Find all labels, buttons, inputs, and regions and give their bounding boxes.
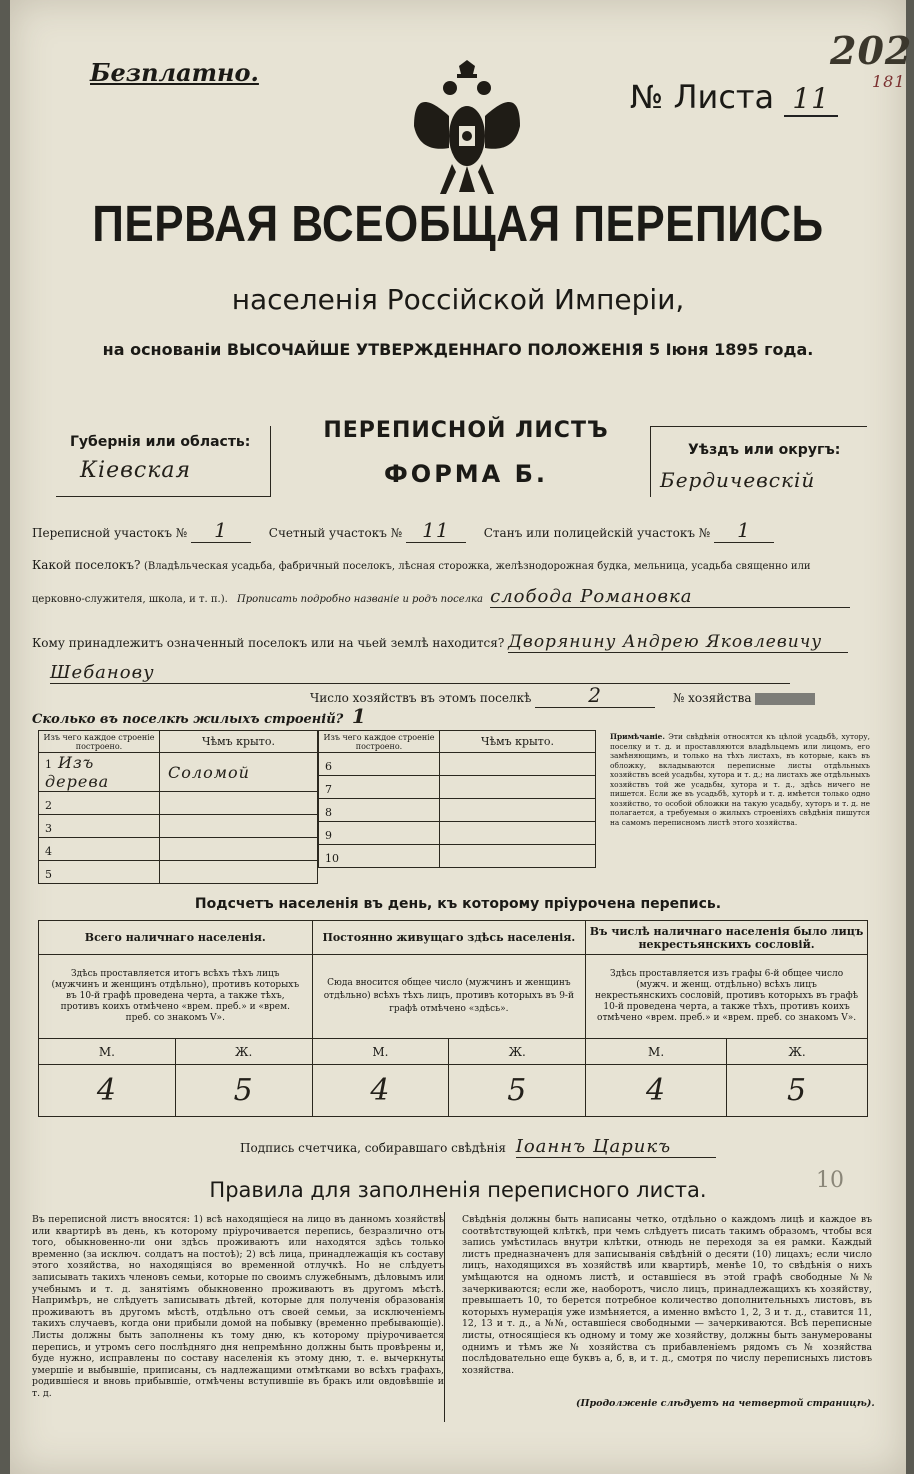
margin-digit: 10 xyxy=(816,1168,844,1193)
building-material-cell xyxy=(319,845,440,868)
sheet-number-label xyxy=(630,78,838,116)
col-material-header-2: Изъ чего каждое строеніе построено. xyxy=(319,731,440,753)
building-row xyxy=(319,822,596,845)
province-label: Губернія или область: xyxy=(70,434,251,450)
building-row xyxy=(319,776,596,799)
stamp-number: 202 xyxy=(830,28,913,73)
stamp-number-secondary: 181 xyxy=(872,72,906,91)
building-material-cell xyxy=(39,861,160,884)
f-header-3: Ж. xyxy=(727,1039,868,1065)
form-name: ФОРМА Б. xyxy=(383,460,548,488)
signature-value: Іоаннъ Царикъ xyxy=(516,1136,716,1158)
province-value: Кіевская xyxy=(80,458,192,483)
col3-desc: Здѣсь проставляется изъ графы 6-й общее число (мужч. и женщ. отдѣльно) всѣхъ лицъ некрестьянскихъ сословій, противъ которыхъ въ графѣ 10-й проведена черта, а также тѣхъ, противъ коихъ отмѣчено «врем. преб.» и «врем. преб. со знакомъ V». xyxy=(586,955,868,1039)
district-fields xyxy=(32,518,892,543)
building-row xyxy=(319,799,596,822)
counting-district-label: Счетный участокъ № xyxy=(268,526,403,540)
households-label: Число хозяйствъ въ этомъ поселкѣ xyxy=(310,691,532,705)
form-header-frame xyxy=(48,412,866,502)
building-roof-value xyxy=(160,838,318,861)
total-m-value: 4 xyxy=(39,1065,176,1117)
building-row-number: 1 xyxy=(45,758,52,771)
building-material-cell xyxy=(39,838,160,861)
settlement-line xyxy=(32,586,892,608)
counting-district-value: 11 xyxy=(406,518,466,543)
col2-desc: Сюда вносится общее число (мужчинъ и женщинъ отдѣльно) всѣхъ тѣхъ лицъ, противъ которыхъ въ 9-й графѣ отмѣчено «здѣсь». xyxy=(312,955,586,1039)
buildings-line xyxy=(32,704,367,728)
building-row-number: 7 xyxy=(325,782,332,796)
buildings-table-right xyxy=(318,730,596,868)
building-row-number: 8 xyxy=(325,805,332,819)
building-roof-value xyxy=(160,815,318,838)
building-material-cell xyxy=(39,815,160,838)
settlement-hint: (Владѣльческая усадьба, фабричный поселокъ, лѣсная сторожка, желѣзнодорожная будка, мельница, усадьба священно или xyxy=(143,561,811,572)
building-roof-value xyxy=(440,753,596,776)
building-material-cell xyxy=(319,799,440,822)
building-row-number: 2 xyxy=(45,798,52,812)
rules-left: Въ переписной листъ вносятся: 1) всѣ находящіеся на лицо въ данномъ хозяйствѣ или квартирѣ въ день, къ которому пріурочивается перепись, безразлично отъ того, обыкновенно-ли они здѣсь проживаютъ или находятся здѣсь только временно (за исключ. солдатъ на постоѣ); 2) всѣ лица, принадлежащія къ составу этого хозяйства, но находящіяся во временной отлучкѣ. Но не слѣдуетъ записывать такихъ членовъ семьи, которые по своимъ служебнымъ, дѣловымъ или учебнымъ и т. д. занятіямъ обыкновенно проживаютъ въ другомъ мѣстѣ. Напримѣръ, не слѣдуетъ записывать дѣтей, которые для полученія образованія проживаютъ въ другомъ мѣстѣ, отдѣльно отъ своей семьи, за исключеніемъ такихъ случаевъ, когда они прибыли домой на побывку (временно пребывающіе). Листы должны быть заполнены къ тому дню, къ которому пріурочивается перепись, и утромъ сего послѣдняго дня непремѣнно должны быть провѣрены и, буде нужно, исправлены по составу населенія къ этому дню, т. е. вычеркнуты умершіе и выбывшіе, приписаны, съ надлежащими отмѣтками во всѣхъ графахъ, родившіеся и вновь прибывшіе, отмѣчены вступившіе въ бракъ или овдовѣвшіе и т. д. xyxy=(32,1214,444,1399)
building-material-cell xyxy=(319,776,440,799)
perm-f-value: 5 xyxy=(449,1065,586,1117)
f-header-2: Ж. xyxy=(449,1039,586,1065)
owner-value-2: Шебанову xyxy=(50,662,790,684)
building-roof-value xyxy=(440,822,596,845)
col2-title: Постоянно живущаго здѣсь населенія. xyxy=(312,921,586,955)
household-no-redacted xyxy=(755,693,815,705)
free-label: Безплатно. xyxy=(90,58,259,87)
building-row xyxy=(39,838,318,861)
building-roof-value xyxy=(440,845,596,868)
buildings-label: Сколько въ поселкѣ жилыхъ строеній? xyxy=(32,712,344,727)
households-line xyxy=(310,683,870,708)
perm-m-value: 4 xyxy=(312,1065,449,1117)
building-roof-value: Соломой xyxy=(160,753,318,792)
building-roof-value xyxy=(160,861,318,884)
settlement-question xyxy=(32,558,892,572)
settlement-instr: Прописать подробно названіе и родъ поселка xyxy=(236,594,483,605)
col-roof-header-2: Чѣмъ крыто. xyxy=(440,731,596,753)
total-f-value: 5 xyxy=(175,1065,312,1117)
building-material-cell xyxy=(319,753,440,776)
buildings-note-head: Примѣчаніе. xyxy=(610,732,665,741)
imperial-eagle-emblem xyxy=(412,56,522,206)
building-row xyxy=(39,753,318,792)
building-row-number: 10 xyxy=(325,851,339,865)
census-district-label: Переписной участокъ № xyxy=(32,526,188,540)
settlement-q: Какой поселокъ? xyxy=(32,558,141,572)
district-value: Бердичевскій xyxy=(660,468,816,492)
m-header-1: М. xyxy=(39,1039,176,1065)
building-roof-value xyxy=(160,792,318,815)
rules-continued: (Продолженіе слѣдуетъ на четвертой страницѣ). xyxy=(576,1398,875,1409)
stan-label: Станъ или полицейскій участокъ № xyxy=(483,526,711,540)
population-table xyxy=(38,920,868,1117)
rules-title: Правила для заполненія переписного листа. xyxy=(209,1178,707,1202)
building-row xyxy=(319,845,596,868)
household-no-label: № хозяйства xyxy=(672,691,752,705)
settlement-hint-2: церковно-служителя, школа, и т. п.). xyxy=(32,594,228,605)
page-title: ПЕРВАЯ ВСЕОБЩАЯ ПЕРЕПИСЬ xyxy=(92,196,824,253)
col3-title: Въ числѣ наличнаго населенія было лицъ некрестьянскихъ сословій. xyxy=(586,921,868,955)
building-row xyxy=(39,861,318,884)
rules-divider xyxy=(444,1212,445,1422)
sheet-number-prefix: № Листа xyxy=(630,78,775,116)
building-row-number: 5 xyxy=(45,867,52,881)
building-row-number: 4 xyxy=(45,844,52,858)
building-roof-value xyxy=(440,799,596,822)
f-header-1: Ж. xyxy=(175,1039,312,1065)
building-row-number: 6 xyxy=(325,759,332,773)
census-district-value: 1 xyxy=(191,518,251,543)
nonpeasant-f-value: 5 xyxy=(727,1065,868,1117)
settlement-value: слобода Романовка xyxy=(490,586,850,608)
building-material-cell xyxy=(319,822,440,845)
building-row xyxy=(39,792,318,815)
nonpeasant-m-value: 4 xyxy=(586,1065,727,1117)
m-header-2: М. xyxy=(312,1039,449,1065)
basis-line: на основаніи ВЫСОЧАЙШЕ УТВЕРЖДЕННАГО ПОЛОЖЕНІЯ 5 Іюня 1895 года. xyxy=(102,340,814,359)
form-title: ПЕРЕПИСНОЙ ЛИСТЪ xyxy=(323,418,609,443)
buildings-table-left xyxy=(38,730,318,884)
owner-value-1: Дворянину Андрею Яковлевичу xyxy=(508,632,848,653)
col1-title: Всего наличнаго населенія. xyxy=(39,921,313,955)
building-roof-value xyxy=(440,776,596,799)
building-material-cell xyxy=(39,753,160,792)
building-row-number: 3 xyxy=(45,821,52,835)
col-roof-header: Чѣмъ крыто. xyxy=(160,731,318,753)
m-header-3: М. xyxy=(586,1039,727,1065)
buildings-note-text: Эти свѣдѣнія относятся къ цѣлой усадьбѣ, хутору, поселку и т. д. и проставляются владѣльцемъ или лицомъ, его замѣняющимъ, и только на тѣхъ листахъ, въ которые, какъ въ обложку, вкладываются переписные листы отдѣльныхъ хозяйствъ всей усадьбы, хутора и т. д.; на листахъ же отдѣльныхъ хозяйствъ той же усадьбы, хутора и т. д., здѣсь ничего не пишется. Если же въ усадьбѣ, хуторѣ и т. д. имѣется только одно хозяйство, то особой обложки на такую усадьбу, хуторъ и т. д. не полагается, а требуемыя о жилыхъ строеніяхъ свѣдѣнія пишутся на самомъ переписномъ листѣ этого хозяйства. xyxy=(610,732,870,827)
district-label: Уѣздъ или округъ: xyxy=(688,442,841,458)
population-heading: Подсчетъ населенія въ день, къ которому пріурочена перепись. xyxy=(194,896,722,912)
households-value: 2 xyxy=(535,683,655,708)
signature-line xyxy=(240,1136,760,1158)
owner-q: Кому принадлежитъ означенный поселокъ или на чьей землѣ находится? xyxy=(32,636,505,650)
building-row xyxy=(319,753,596,776)
page-subtitle: населенія Россійской Имперіи, xyxy=(231,283,685,316)
col1-desc: Здѣсь проставляется итогъ всѣхъ тѣхъ лицъ (мужчинъ и женщинъ отдѣльно), противъ которыхъ въ 10-й графѣ проведена черта, а также тѣхъ, противъ коихъ отмѣчено «врем. преб.» и «врем. преб. со знакомъ V». xyxy=(39,955,313,1039)
buildings-note xyxy=(610,732,870,827)
buildings-value: 1 xyxy=(351,704,367,728)
sheet-number-value: 11 xyxy=(784,82,838,117)
rules-right: Свѣдѣнія должны быть написаны четко, отдѣльно о каждомъ лицѣ и каждое въ соотвѣтствующей клѣткѣ, при чемъ слѣдуетъ писать такимъ образомъ, чтобы вся запись умѣстилась внутри клѣтки, отнюдь не переходя за ея рамки. Каждый листъ предназначенъ для записыванія свѣдѣній о десяти (10) лицахъ; если число лицъ, находящихся въ хозяйствѣ или квартирѣ, менѣе 10, то свѣдѣнія о нихъ умѣщаются на одномъ листѣ, и оставшіеся въ этой графѣ свободные №№ зачеркиваются; если же, наоборотъ, число лицъ, принадлежащихъ къ хозяйству, превышаетъ 10, то берется потребное количество дополнительныхъ листовъ, въ которыхъ нумерація уже измѣняется, а именно вмѣсто 1, 2, 3 и т. д., ставится 11, 12, 13 и т. д., а №№, оставшіеся свободными — зачеркиваются. Всѣ переписные листы, относящіеся къ одному и тому же хозяйству, должны быть занумерованы однимъ и тѣмъ же № хозяйства съ прибавленіемъ рядомъ съ № хозяйства послѣдовательно еще буквъ а, б, в, и т. д., смотря по числу переписныхъ листовъ хозяйства. xyxy=(462,1214,872,1376)
census-sheet xyxy=(10,0,913,1474)
stan-value: 1 xyxy=(714,518,774,543)
building-row xyxy=(39,815,318,838)
building-material-cell xyxy=(39,792,160,815)
owner-line xyxy=(32,632,892,653)
building-material-value: Изъ дерева xyxy=(45,753,110,791)
building-row-number: 9 xyxy=(325,828,332,842)
col-material-header: Изъ чего каждое строеніе построено. xyxy=(39,731,160,753)
signature-label: Подпись счетчика, собиравшаго свѣдѣнія xyxy=(240,1141,506,1155)
